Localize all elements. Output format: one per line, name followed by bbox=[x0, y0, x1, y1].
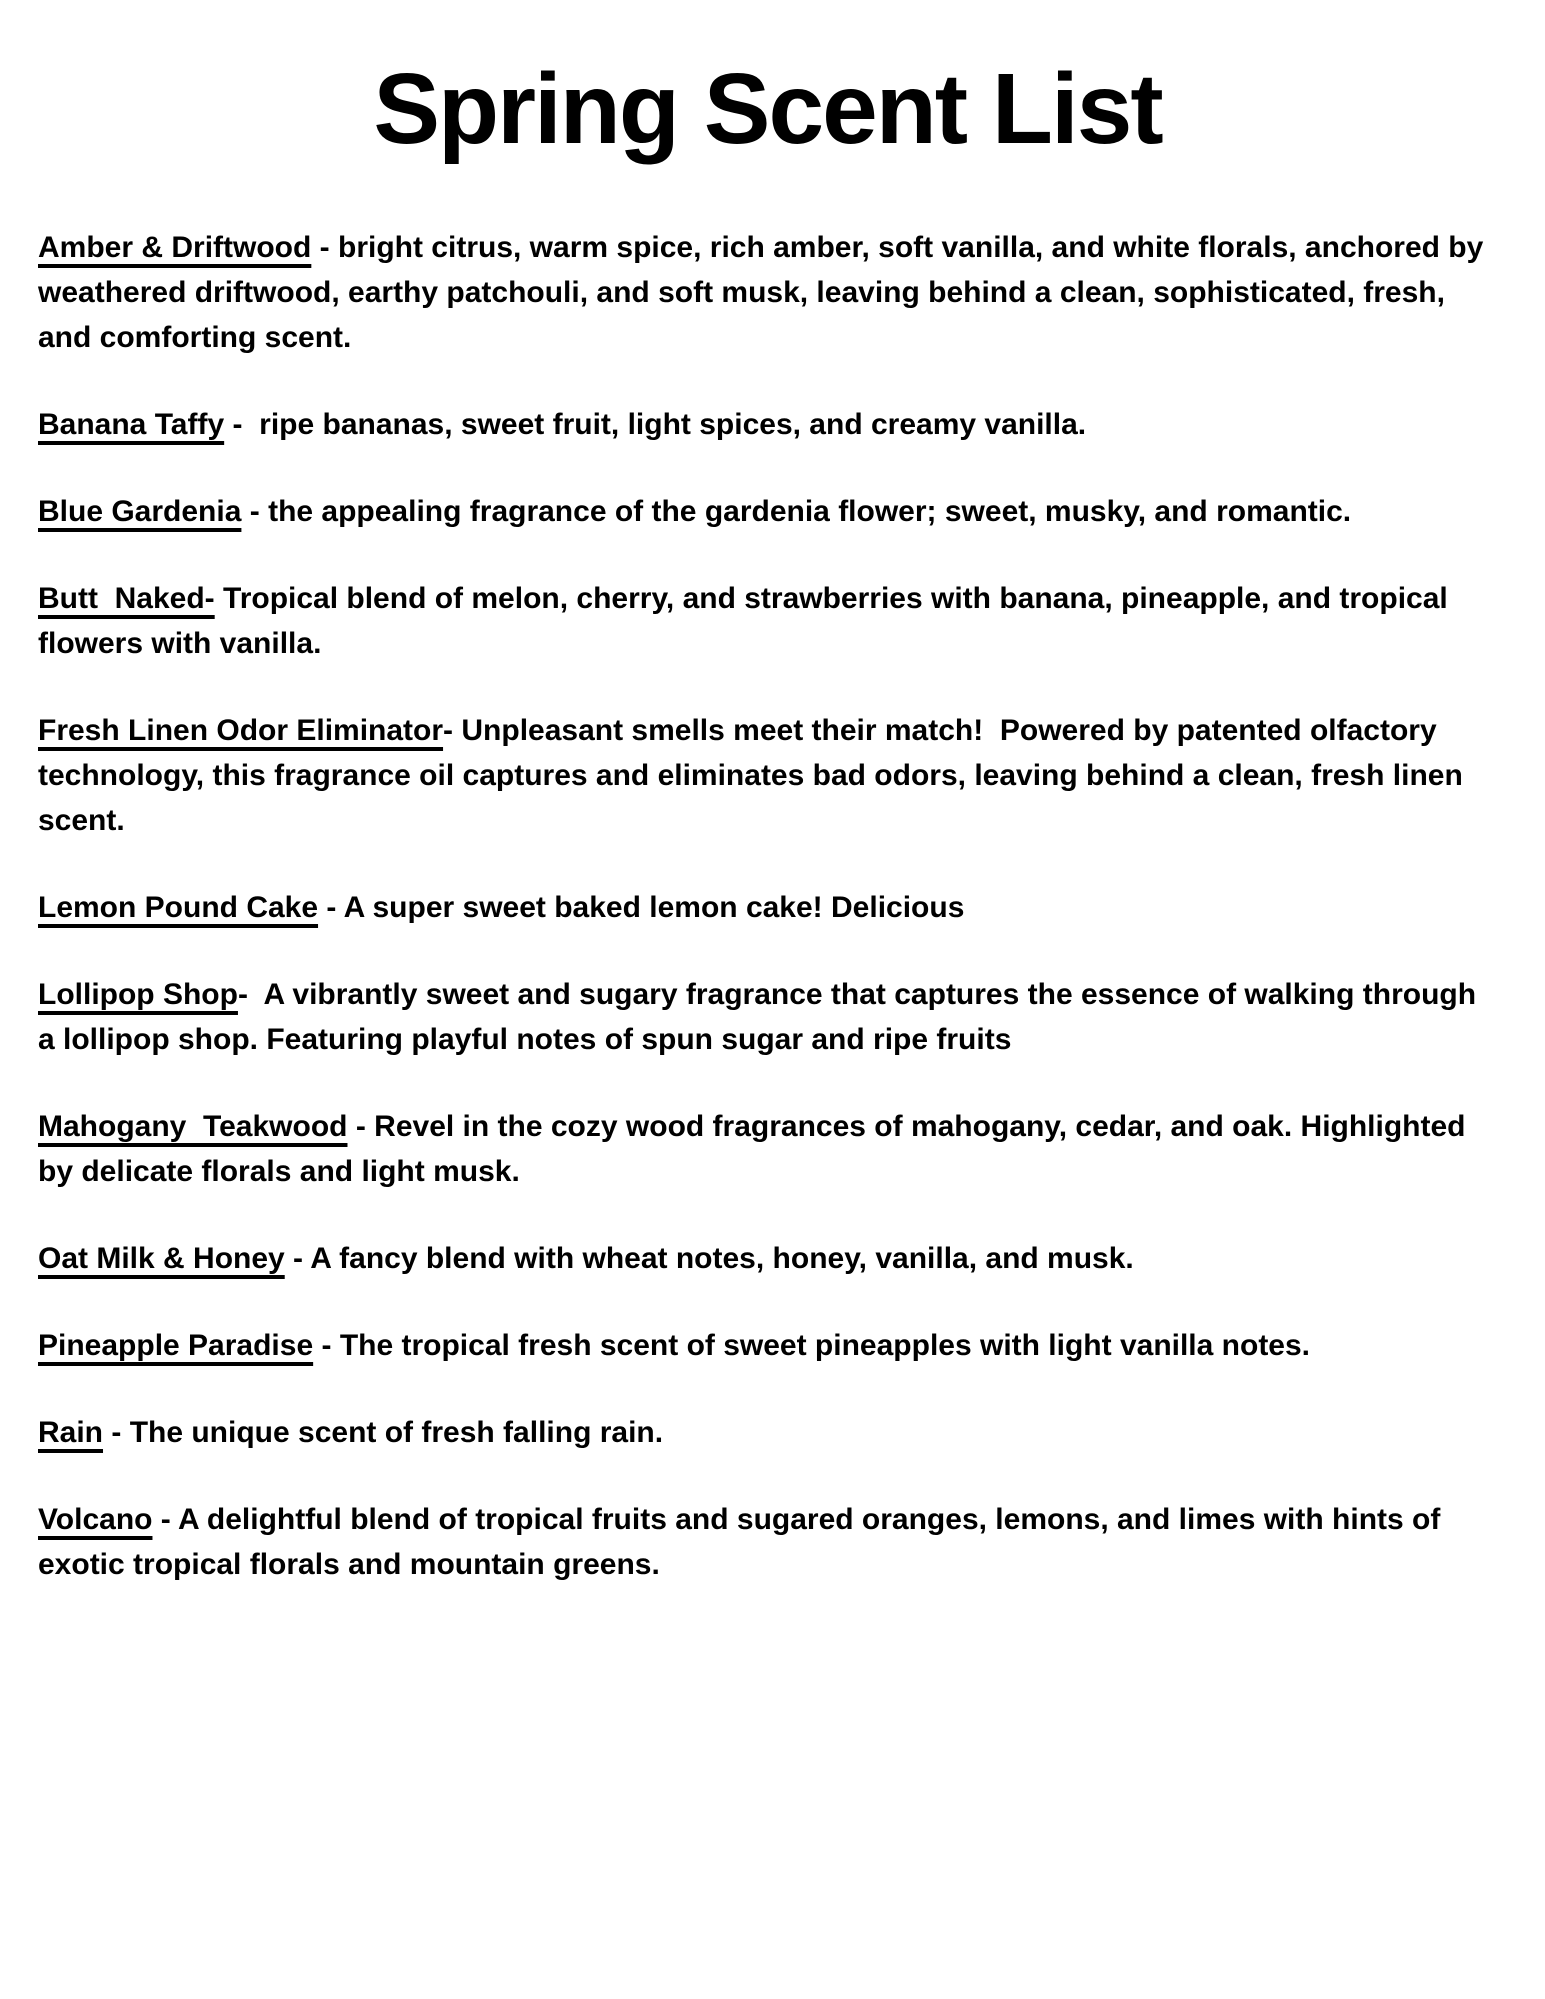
scent-name: Lemon Pound Cake bbox=[38, 891, 319, 924]
scent-name: Oat Milk & Honey bbox=[38, 1242, 285, 1275]
scent-separator: - bbox=[347, 1110, 375, 1143]
scent-separator: - bbox=[152, 1503, 179, 1536]
page-title: Spring Scent List bbox=[373, 53, 1162, 165]
scent-entry bbox=[38, 972, 1497, 1062]
scent-entry bbox=[38, 225, 1497, 360]
scent-name: Rain bbox=[38, 1416, 104, 1449]
scent-name: Amber & Driftwood bbox=[38, 231, 312, 264]
scent-description: bright citrus, warm spice, rich amber, soft vanilla, and white florals, anchored by weathered driftwood, earthy patchouli, and soft musk, leaving behind a clean, sophisticated, fresh, and comforting scent. bbox=[38, 231, 1492, 354]
scent-separator bbox=[215, 582, 223, 615]
scent-name: Volcano bbox=[38, 1503, 153, 1536]
scent-separator: - bbox=[284, 1242, 311, 1275]
scent-entry bbox=[38, 576, 1497, 666]
scent-entry bbox=[38, 1410, 1497, 1455]
scent-separator: - bbox=[237, 978, 264, 1011]
scent-entry bbox=[38, 1104, 1497, 1194]
scent-description: A fancy blend with wheat notes, honey, vanilla, and musk. bbox=[310, 1242, 1134, 1275]
scent-description: Tropical blend of melon, cherry, and strawberries with banana, pineapple, and tropical flowers with vanilla. bbox=[38, 582, 1457, 660]
scent-entry bbox=[38, 708, 1497, 843]
scent-entry bbox=[38, 1497, 1497, 1587]
scent-name: Fresh Linen Odor Eliminator bbox=[38, 714, 444, 747]
scent-name: Lollipop Shop bbox=[38, 978, 238, 1011]
scent-separator: - bbox=[313, 1329, 340, 1362]
scent-name: Butt Naked- bbox=[38, 582, 215, 615]
scent-entry bbox=[38, 1236, 1497, 1281]
scent-description: The unique scent of fresh falling rain. bbox=[129, 1416, 664, 1449]
scent-description: Unpleasant smells meet their match! Powered by patented olfactory technology, this fragrance oil captures and eliminates bad odors, leaving behind a clean, fresh linen scent. bbox=[38, 714, 1472, 837]
scent-description: ripe bananas, sweet fruit, light spices, and creamy vanilla. bbox=[259, 408, 1087, 441]
scent-separator: - bbox=[241, 495, 269, 528]
scent-description: A super sweet baked lemon cake! Delicious bbox=[343, 891, 965, 924]
scent-name: Pineapple Paradise bbox=[38, 1329, 314, 1362]
scent-separator: - bbox=[311, 231, 338, 264]
scent-description: A vibrantly sweet and sugary fragrance that captures the essence of walking through a lollipop shop. Featuring playful notes of spun sugar and ripe fruits bbox=[38, 978, 1485, 1056]
scent-separator: - bbox=[103, 1416, 130, 1449]
scent-separator: - bbox=[224, 408, 260, 441]
scent-description: The tropical fresh scent of sweet pineapples with light vanilla notes. bbox=[339, 1329, 1311, 1362]
scent-entry bbox=[38, 489, 1497, 534]
scent-description: Revel in the cozy wood fragrances of mahogany, cedar, and oak. Highlighted by delicate florals and light musk. bbox=[38, 1110, 1474, 1188]
scent-name: Blue Gardenia bbox=[38, 495, 242, 528]
scent-separator: - bbox=[443, 714, 462, 747]
scent-name: Banana Taffy bbox=[38, 408, 225, 441]
scent-entry bbox=[38, 1323, 1497, 1368]
scent-name: Mahogany Teakwood bbox=[38, 1110, 348, 1143]
scent-description: A delightful blend of tropical fruits and sugared oranges, lemons, and limes with hints of exotic tropical florals and mountain greens. bbox=[38, 1503, 1449, 1581]
scent-entry bbox=[38, 402, 1497, 447]
scent-description: the appealing fragrance of the gardenia flower; sweet, musky, and romantic. bbox=[268, 495, 1352, 528]
scent-separator: - bbox=[318, 891, 344, 924]
scent-entry bbox=[38, 885, 1497, 930]
